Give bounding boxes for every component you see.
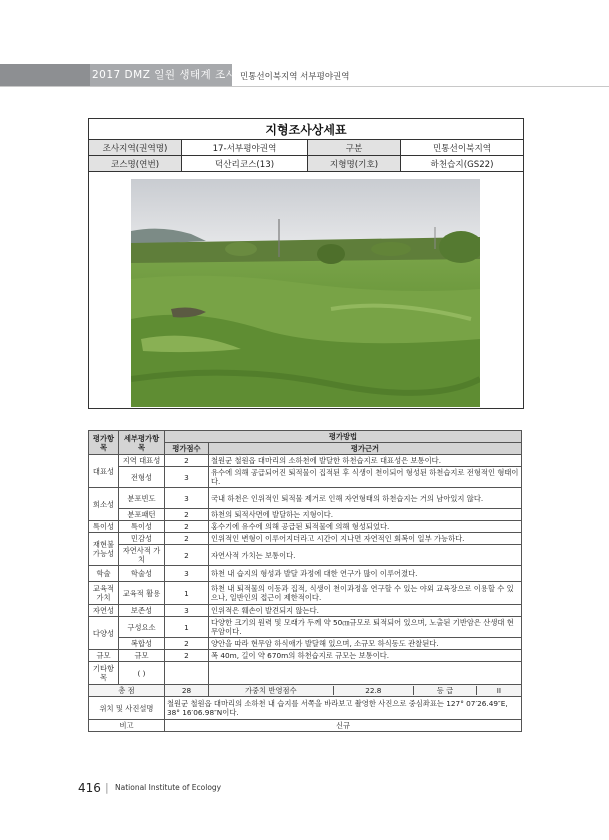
group-cell: 다양성: [89, 617, 119, 650]
sheet-info-grid: [89, 140, 523, 172]
course-value: 덕산리코스(13): [182, 156, 308, 172]
sub-item-cell: 분포빈도: [119, 488, 165, 509]
sub-item-cell: ( ): [119, 662, 165, 685]
table-row: [89, 455, 522, 467]
sub-item-cell: 구성요소: [119, 617, 165, 638]
group-cell: 대표성: [89, 455, 119, 488]
header-band-dark: [0, 64, 90, 86]
score-cell: 1: [165, 582, 209, 605]
header-sub-item: 세부평가항목: [119, 431, 165, 455]
header-item: 평가항목: [89, 431, 119, 455]
basis-cell: 자연사적 가치는 보통이다.: [209, 545, 522, 566]
sub-item-cell: 자연사적 가치: [119, 545, 165, 566]
sub-item-cell: 지역 대표성: [119, 455, 165, 467]
sub-item-cell: 복합성: [119, 638, 165, 650]
basis-cell: 하천의 퇴적사면에 발달하는 지형이다.: [209, 509, 522, 521]
group-cell: 교육적가치: [89, 582, 119, 605]
header-title: 2017 DMZ 일원 생태계 조사: [92, 69, 237, 81]
score-cell: 2: [165, 545, 209, 566]
header-method: 평가방법: [165, 431, 522, 443]
weighted-label: 가중치 반영점수: [244, 686, 297, 695]
group-cell: 기타항목: [89, 662, 119, 685]
score-cell: 3: [165, 467, 209, 488]
score-cell: 3: [165, 566, 209, 582]
location-text: 철원군 철원읍 대마리의 소하천 내 습지를 서쪽을 바라보고 촬영한 사진으로 중심좌표는 127° 07′26.49″E, 38° 16′06.98″N이다.: [165, 697, 522, 720]
score-cell: 2: [165, 533, 209, 545]
footer-institute: National Institute of Ecology: [115, 783, 222, 792]
sub-item-cell: 보존성: [119, 605, 165, 617]
basis-cell: 국내 하천은 인위적인 퇴적물 제거로 인해 자연형태의 하천습지는 거의 남아있지 않다.: [209, 488, 522, 509]
sheet-title: 지형조사상세표: [89, 119, 523, 140]
table-row: [89, 467, 522, 488]
table-row: [89, 617, 522, 638]
score-cell: 2: [165, 455, 209, 467]
table-row: [89, 582, 522, 605]
photo-area: [89, 172, 523, 408]
sub-item-cell: 학술성: [119, 566, 165, 582]
table-row: [89, 545, 522, 566]
table-row: [89, 650, 522, 662]
summary-detail: [209, 685, 522, 697]
sub-item-cell: 전형성: [119, 467, 165, 488]
basis-cell: 홍수기에 유수에 의해 공급된 퇴적물에 의해 형성되었다.: [209, 521, 522, 533]
total-value: 28: [165, 685, 209, 697]
table-row: [89, 605, 522, 617]
header-divider: [0, 86, 609, 87]
sub-item-cell: 교육적 활용: [119, 582, 165, 605]
group-cell: 특이성: [89, 521, 119, 533]
division-value: 민통선이북지역: [401, 140, 523, 156]
grade-label: 등 급: [413, 686, 476, 695]
score-cell: 2: [165, 650, 209, 662]
score-cell: 2: [165, 509, 209, 521]
header-score: 평가점수: [165, 443, 209, 455]
page-number: 416: [78, 781, 101, 795]
header-subtitle: 민통선이북지역 서부평야권역: [240, 72, 350, 82]
basis-cell: 다양한 크기의 원력 및 모래가 두께 약 50㎝규모로 퇴적되어 있으며, 노출된 기반암은 산생대 현무암이다.: [209, 617, 522, 638]
remark-row: [89, 720, 522, 732]
basis-cell: 하천 내 습지의 형성과 발달 과정에 대한 연구가 많이 이루어졌다.: [209, 566, 522, 582]
basis-cell: 인위적은 훼손이 발견되지 않는다.: [209, 605, 522, 617]
footer-separator: |: [105, 781, 109, 794]
remark-value: 신규: [165, 720, 522, 732]
survey-sheet: [88, 118, 524, 409]
total-label: 총 점: [89, 685, 165, 697]
basis-cell: 하천 내 퇴적물의 이동과 집적, 식생이 천이과정을 연구할 수 있는 야외 교육장으로 이용할 수 있으나, 일반인의 접근이 제한적이다.: [209, 582, 522, 605]
course-label: 코스명(연번): [89, 156, 182, 172]
group-cell: 학술: [89, 566, 119, 582]
group-cell: 규모: [89, 650, 119, 662]
table-row: [89, 509, 522, 521]
sub-item-cell: 규모: [119, 650, 165, 662]
basis-cell: [209, 662, 522, 685]
basis-cell: 폭 40m, 길이 약 670m의 하천습지로 규모는 보통이다.: [209, 650, 522, 662]
landform-label: 지형명(기호): [308, 156, 401, 172]
summary-detail-row: [209, 686, 521, 695]
score-cell: 3: [165, 605, 209, 617]
table-row: [89, 638, 522, 650]
basis-cell: 철원군 철원읍 대마리의 소하천에 발달한 하천습지로 대표성은 보통이다.: [209, 455, 522, 467]
remark-label: 비고: [89, 720, 165, 732]
table-row: [89, 533, 522, 545]
location-label: 위치 및 사진설명: [89, 697, 165, 720]
basis-cell: 양안을 따라 현무암 하식애가 발달해 있으며, 소규모 하식동도 관찰된다.: [209, 638, 522, 650]
weighted-value: 22.8: [333, 686, 413, 695]
group-cell: 자연성: [89, 605, 119, 617]
basis-cell: 인위적인 변형이 이루어지더라고 시간이 지나면 자연적인 회복이 일부 가능하다.: [209, 533, 522, 545]
sub-item-cell: 특이성: [119, 521, 165, 533]
table-row: [89, 488, 522, 509]
header-basis: 평가근거: [209, 443, 522, 455]
location-row: [89, 697, 522, 720]
sub-item-cell: 민감성: [119, 533, 165, 545]
table-row: [89, 566, 522, 582]
group-cell: 재현불가능성: [89, 533, 119, 566]
score-cell: 2: [165, 521, 209, 533]
table-header-row: [89, 431, 522, 443]
evaluation-table: [88, 430, 522, 732]
survey-area-label: 조사지역(권역명): [89, 140, 182, 156]
table-row: [89, 521, 522, 533]
group-cell: 희소성: [89, 488, 119, 521]
table-row: [89, 662, 522, 685]
basis-cell: 유수에 의해 공급되어진 퇴적물이 집적된 후 식생이 천이되어 형성된 하천습지로 전형적인 형태이다.: [209, 467, 522, 488]
division-label: 구분: [308, 140, 401, 156]
survey-area-value: 17-서부평야권역: [182, 140, 308, 156]
score-cell: [165, 662, 209, 685]
grade-value: II: [476, 686, 521, 695]
sub-item-cell: 분포패턴: [119, 509, 165, 521]
landform-value: 하천습지(GS22): [401, 156, 523, 172]
wetland-photo: [131, 179, 480, 407]
score-cell: 2: [165, 638, 209, 650]
score-cell: 1: [165, 617, 209, 638]
summary-row: [89, 685, 522, 697]
score-cell: 3: [165, 488, 209, 509]
